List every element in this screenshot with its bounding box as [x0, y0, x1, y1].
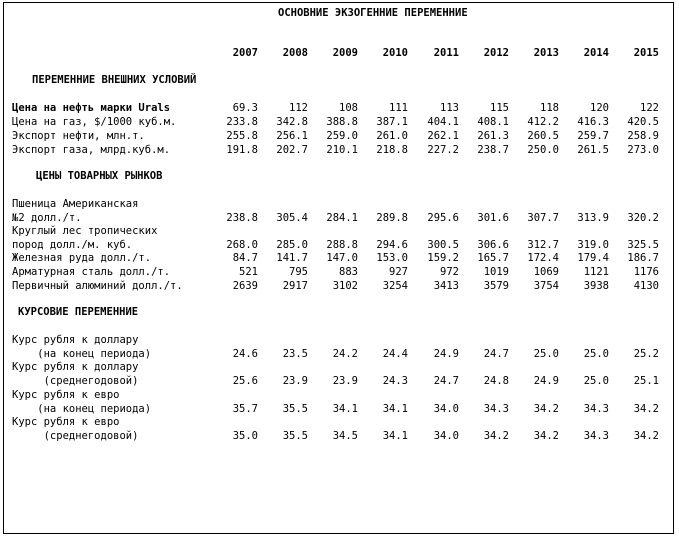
- cell-value: 24.8: [483, 374, 509, 387]
- cell-value: 1121: [583, 266, 609, 278]
- cell-value: 261.5: [577, 144, 609, 156]
- cell-value: 250.0: [527, 144, 559, 156]
- row-label: Экспорт нефти, млн.т.: [12, 130, 145, 142]
- cell-value: 210.1: [326, 144, 358, 156]
- cell-value: 179.4: [577, 252, 609, 264]
- cell-value: 25.6: [232, 374, 258, 387]
- cell-value: 108: [339, 102, 358, 114]
- cell-value: 34.2: [633, 402, 659, 415]
- cell-value: 25.0: [533, 347, 559, 360]
- row-label: (среднегодовой): [12, 429, 139, 442]
- row-label: пород долл./м. куб.: [12, 238, 133, 251]
- cell-value: 25.0: [583, 347, 609, 360]
- cell-value: 1176: [633, 266, 659, 278]
- cell-value: 416.3: [577, 116, 609, 128]
- row-label: (на конец периода): [12, 347, 152, 360]
- cell-value: 259.7: [577, 130, 609, 142]
- cell-value: 238.7: [477, 144, 509, 156]
- row-label: (среднегодовой): [12, 374, 139, 387]
- cell-value: 387.1: [376, 116, 408, 128]
- row-label: (на конец периода): [12, 402, 152, 415]
- year-header: 2015: [633, 47, 659, 59]
- cell-value: 34.1: [332, 402, 358, 415]
- page-title: ОСНОВНИЕ ЭКЗОГЕННИЕ ПЕРЕМЕННИЕ: [278, 7, 468, 19]
- cell-value: 34.2: [633, 429, 659, 442]
- cell-value: 289.8: [376, 211, 408, 224]
- cell-value: 238.8: [226, 211, 258, 224]
- cell-value: 35.5: [282, 429, 308, 442]
- cell-value: 111: [389, 102, 408, 114]
- cell-value: 412.2: [527, 116, 559, 128]
- cell-value: 202.7: [276, 144, 308, 156]
- cell-value: 2917: [282, 280, 308, 292]
- cell-value: 35.7: [232, 402, 258, 415]
- row-label: Железная руда долл./т.: [12, 252, 152, 264]
- row-label: Курс рубля к евро: [12, 389, 120, 401]
- section-heading: ПЕРЕМЕННИЕ ВНЕШНИХ УСЛОВИЙ: [32, 74, 197, 86]
- cell-value: 23.9: [332, 374, 358, 387]
- cell-value: 2639: [232, 280, 258, 292]
- cell-value: 34.2: [533, 429, 559, 442]
- cell-value: 268.0: [226, 238, 258, 251]
- cell-value: 35.0: [232, 429, 258, 442]
- cell-value: 306.6: [477, 238, 509, 251]
- row-label: Круглый лес тропических: [12, 225, 158, 237]
- row-label: Первичный алюминий долл./т.: [12, 280, 183, 292]
- row-label: Цена на газ, $/1000 куб.м.: [12, 116, 177, 128]
- cell-value: 420.5: [627, 116, 659, 128]
- cell-value: 3413: [433, 280, 459, 292]
- section-heading: ЦЕНЫ ТОВАРНЫХ РЫНКОВ: [36, 170, 163, 182]
- row-label: Экспорт газа, млрд.куб.м.: [12, 144, 171, 156]
- year-header: 2009: [332, 47, 358, 59]
- cell-value: 258.9: [627, 130, 659, 142]
- cell-value: 288.8: [326, 238, 358, 251]
- cell-value: 233.8: [226, 116, 258, 128]
- cell-value: 319.0: [577, 238, 609, 251]
- row-label: Курс рубля к доллару: [12, 334, 139, 346]
- cell-value: 3254: [382, 280, 408, 292]
- cell-value: 262.1: [427, 130, 459, 142]
- cell-value: 261.3: [477, 130, 509, 142]
- cell-value: 186.7: [627, 252, 659, 264]
- cell-value: 34.0: [433, 429, 459, 442]
- cell-value: 256.1: [276, 130, 308, 142]
- cell-value: 320.2: [627, 211, 659, 224]
- cell-value: 3938: [583, 280, 609, 292]
- cell-value: 3579: [483, 280, 509, 292]
- cell-value: 260.5: [527, 130, 559, 142]
- cell-value: 120: [590, 102, 609, 114]
- year-header: 2011: [433, 47, 459, 59]
- cell-value: 141.7: [276, 252, 308, 264]
- cell-value: 261.0: [376, 130, 408, 142]
- cell-value: 191.8: [226, 144, 258, 156]
- cell-value: 259.0: [326, 130, 358, 142]
- cell-value: 305.4: [276, 211, 308, 224]
- cell-value: 24.3: [382, 374, 408, 387]
- cell-value: 34.2: [533, 402, 559, 415]
- cell-value: 147.0: [326, 252, 358, 264]
- cell-value: 404.1: [427, 116, 459, 128]
- cell-value: 883: [339, 266, 358, 278]
- cell-value: 295.6: [427, 211, 459, 224]
- cell-value: 301.6: [477, 211, 509, 224]
- cell-value: 24.9: [433, 347, 459, 360]
- cell-value: 34.5: [332, 429, 358, 442]
- cell-value: 25.2: [633, 347, 659, 360]
- cell-value: 294.6: [376, 238, 408, 251]
- cell-value: 4130: [633, 280, 659, 292]
- cell-value: 113: [440, 102, 459, 114]
- cell-value: 24.4: [382, 347, 408, 360]
- cell-value: 273.0: [627, 144, 659, 156]
- cell-value: 408.1: [477, 116, 509, 128]
- cell-value: 521: [239, 266, 258, 278]
- cell-value: 25.0: [583, 374, 609, 387]
- cell-value: 300.5: [427, 238, 459, 251]
- cell-value: 34.3: [583, 402, 609, 415]
- cell-value: 172.4: [527, 252, 559, 264]
- cell-value: 24.6: [232, 347, 258, 360]
- cell-value: 69.3: [232, 102, 258, 114]
- cell-value: 24.7: [483, 347, 509, 360]
- cell-value: 3754: [533, 280, 559, 292]
- cell-value: 927: [389, 266, 408, 278]
- cell-value: 307.7: [527, 211, 559, 224]
- year-header: 2010: [382, 47, 408, 59]
- cell-value: 1019: [483, 266, 509, 278]
- row-label: №2 долл./т.: [12, 211, 82, 224]
- row-label: Курс рубля к доллару: [12, 361, 139, 373]
- cell-value: 227.2: [427, 144, 459, 156]
- year-header: 2013: [533, 47, 559, 59]
- cell-value: 1069: [533, 266, 559, 278]
- cell-value: 118: [540, 102, 559, 114]
- cell-value: 112: [289, 102, 308, 114]
- cell-value: 312.7: [527, 238, 559, 251]
- cell-value: 255.8: [226, 130, 258, 142]
- cell-value: 115: [490, 102, 509, 114]
- cell-value: 122: [640, 102, 659, 114]
- row-label: Арматурная сталь долл./т.: [12, 266, 171, 278]
- cell-value: 972: [440, 266, 459, 278]
- cell-value: 313.9: [577, 211, 609, 224]
- cell-value: 34.1: [382, 429, 408, 442]
- row-label: Курс рубля к евро: [12, 416, 120, 428]
- cell-value: 34.3: [583, 429, 609, 442]
- cell-value: 84.7: [232, 252, 258, 264]
- cell-value: 159.2: [427, 252, 459, 264]
- cell-value: 23.9: [282, 374, 308, 387]
- cell-value: 325.5: [627, 238, 659, 251]
- cell-value: 34.2: [483, 429, 509, 442]
- section-heading: КУРСОВИЕ ПЕРЕМЕННИЕ: [18, 306, 139, 318]
- cell-value: 795: [289, 266, 308, 278]
- cell-value: 24.9: [533, 374, 559, 387]
- cell-value: 25.1: [633, 374, 659, 387]
- cell-value: 285.0: [276, 238, 308, 251]
- cell-value: 34.0: [433, 402, 459, 415]
- cell-value: 35.5: [282, 402, 308, 415]
- row-label: Пшеница Американская: [12, 198, 139, 210]
- year-header: 2008: [282, 47, 308, 59]
- cell-value: 24.7: [433, 374, 459, 387]
- cell-value: 153.0: [376, 252, 408, 264]
- cell-value: 34.3: [483, 402, 509, 415]
- cell-value: 23.5: [282, 347, 308, 360]
- cell-value: 165.7: [477, 252, 509, 264]
- cell-value: 34.1: [382, 402, 408, 415]
- cell-value: 24.2: [332, 347, 358, 360]
- cell-value: 388.8: [326, 116, 358, 128]
- year-header: 2014: [583, 47, 609, 59]
- cell-value: 3102: [332, 280, 358, 292]
- year-header: 2007: [232, 47, 258, 59]
- cell-value: 342.8: [276, 116, 308, 128]
- cell-value: 218.8: [376, 144, 408, 156]
- row-label: Цена на нефть марки Urals: [12, 102, 171, 114]
- year-header: 2012: [483, 47, 509, 59]
- cell-value: 284.1: [326, 211, 358, 224]
